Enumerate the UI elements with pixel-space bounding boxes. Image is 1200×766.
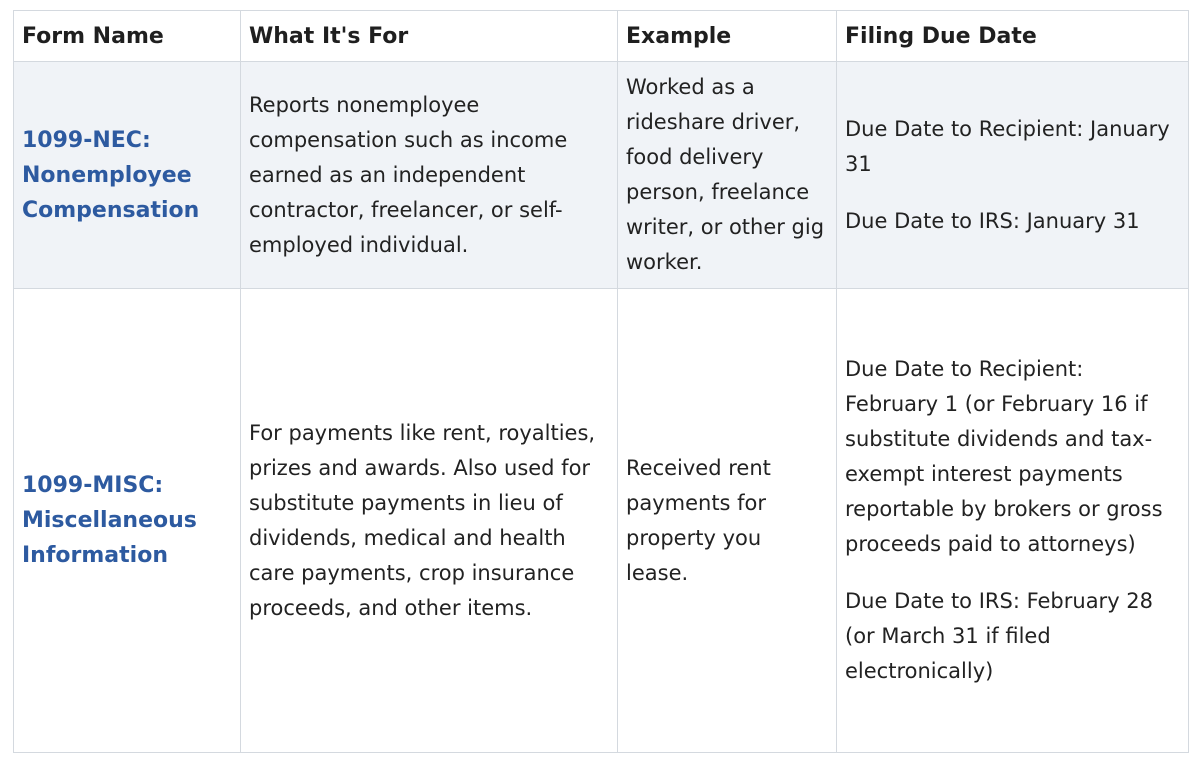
header-what-its-for: What It's For [241, 11, 618, 62]
due-date-cell [837, 62, 1189, 289]
example-cell: Worked as a rideshare driver, food delivery person, freelance writer, or other gig worker. [618, 62, 837, 289]
due-date-irs: Due Date to IRS: January 31 [845, 208, 1140, 233]
table-row [14, 289, 1189, 753]
due-date-recipient: Due Date to Recipient: January 31 [845, 116, 1170, 176]
purpose-cell: Reports nonemployee compensation such as income earned as an independent contractor, freelancer, or self-employed individual. [241, 62, 618, 289]
due-date-irs: Due Date to IRS: February 28 (or March 31 if filed electronically) [845, 589, 1154, 683]
purpose-cell: For payments like rent, royalties, prizes and awards. Also used for substitute payments in lieu of dividends, medical and health care payments, crop insurance proceeds, and other items. [241, 289, 618, 753]
due-date-cell [837, 289, 1189, 753]
header-form-name: Form Name [14, 11, 241, 62]
header-filing-due-date: Filing Due Date [837, 11, 1189, 62]
tax-forms-table [13, 10, 1189, 753]
table-row [14, 62, 1189, 289]
due-date-recipient: Due Date to Recipient: February 1 (or February 16 if substitute dividends and tax-exempt interest payments reportable by brokers or gross proceeds paid to attorneys) [845, 357, 1163, 556]
form-name-cell: 1099-NEC: Nonemployee Compensation [14, 62, 241, 289]
table-header [14, 11, 1189, 62]
example-cell: Received rent payments for property you lease. [618, 289, 837, 753]
header-example: Example [618, 11, 837, 62]
table-body [14, 62, 1189, 753]
header-row [14, 11, 1189, 62]
tax-forms-table-container [13, 10, 1189, 753]
form-name-cell: 1099-MISC: Miscellaneous Information [14, 289, 241, 753]
